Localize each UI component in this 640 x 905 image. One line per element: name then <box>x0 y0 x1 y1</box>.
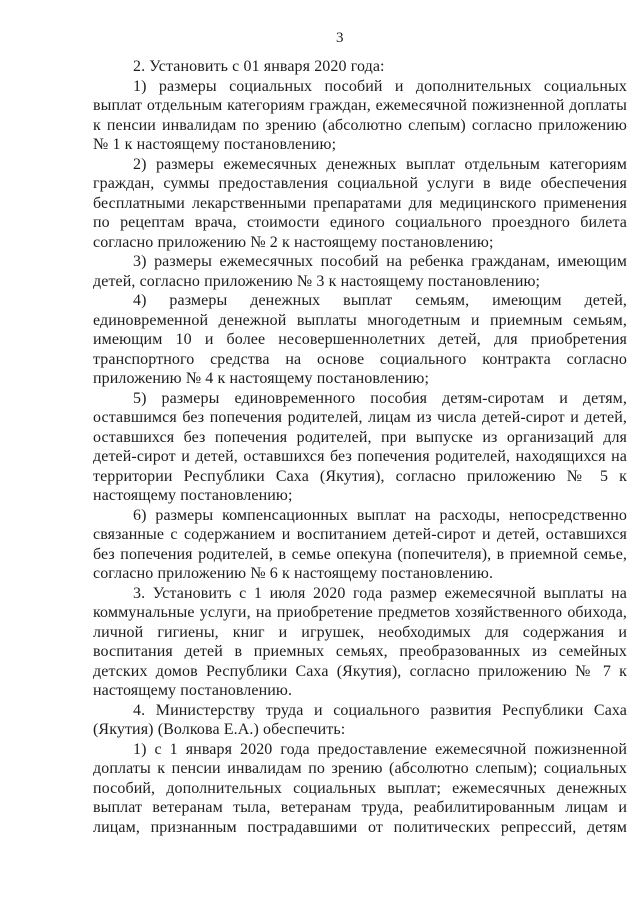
page-number: 3 <box>336 30 344 46</box>
paragraph: 3) размеры ежемесячных пособий на ребенка гражданам, имеющим детей, согласно приложению № 3 к настоящему постановлению; <box>93 253 627 290</box>
paragraph: 3. Установить с 1 июля 2020 года размер ежемесячной выплаты на коммунальные услуги, на приобретение предметов хозяйственного обихода, личной гигиены, книг и игрушек, необходимых для содержания и воспитания детей в приемных семьях, преобразованных из семейных детских домов Республики Саха (Якутия), согласно приложению № 7 к настоящему постановлению. <box>93 584 627 699</box>
paragraph: 2. Установить с 01 января 2020 года: <box>133 58 385 75</box>
paragraph: 1) с 1 января 2020 года предоставление ежемесячной пожизненной доплаты к пенсии инвалидам по зрению (абсолютно слепым); социальных пособий, дополнительных социальных выплат; ежемесячных денежных выплат ветеранам тыла, ветеранам труда, реабилитированным лицам и лицам, признанным пострадавшими от политических репрессий, детям <box>93 740 627 836</box>
paragraph: 5) размеры единовременного пособия детям-сиротам и детям, оставшимся без попечения родителей, лицам из числа детей-сирот и детей, оставшихся без попечения родителей, при выпуске из организаций для детей-сирот и детей, оставшихся без попечения родителей, находящихся на территории Республики Саха (Якутия), согласно приложению № 5 к настоящему постановлению; <box>93 389 627 504</box>
paragraph: 2) размеры ежемесячных денежных выплат отдельным категориям граждан, суммы предоставления социальной услуги в виде обеспечения бесплатными лекарственными препаратами для медицинского применения по рецептам врача, стоимости единого социального проездного билета согласно приложению № 2 к настоящему постановлению; <box>93 155 627 251</box>
document-body <box>93 57 627 837</box>
paragraph: 4) размеры денежных выплат семьям, имеющим детей, единовременной денежной выплаты многодетным и приемным семьям, имеющим 10 и более несовершеннолетних детей, для приобретения транспортного средства на основе социального контракта согласно приложению № 4 к настоящему постановлению; <box>93 292 627 387</box>
paragraph: 6) размеры компенсационных выплат на расходы, непосредственно связанные с содержанием и воспитанием детей-сирот и детей, оставшихся без попечения родителей, в семье опекуна (попечителя), в приемной семье, согласно приложению № 6 к настоящему постановлению. <box>93 506 627 582</box>
paragraph: 4. Министерству труда и социального развития Республики Саха (Якутия) (Волкова Е.А.) обеспечить: <box>93 701 627 738</box>
paragraph: 1) размеры социальных пособий и дополнительных социальных выплат отдельным категориям граждан, ежемесячной пожизненной доплаты к пенсии инвалидам по зрению (абсолютно слепым) согласно приложению № 1 к настоящему постановлению; <box>93 77 627 153</box>
